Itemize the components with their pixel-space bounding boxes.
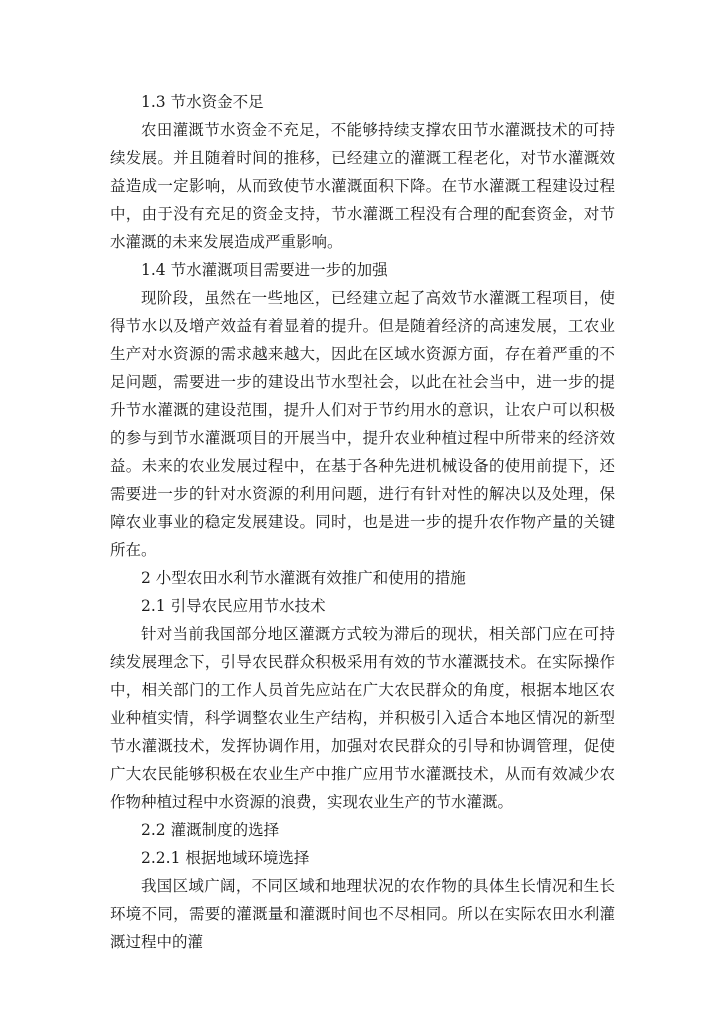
- section-heading-2-1: 2.1 引导农民应用节水技术: [141, 597, 326, 615]
- section-heading-2-2-1: 2.2.1 根据地域环境选择: [141, 849, 310, 867]
- document-body: [110, 88, 615, 956]
- section-heading-1-3: 1.3 节水资金不足: [141, 93, 264, 111]
- section-heading-1-4: 1.4 节水灌溉项目需要进一步的加强: [141, 261, 388, 279]
- section-paragraph-1-4: 现阶段，虽然在一些地区，已经建立起了高效节水灌溉工程项目，使得节水以及增产效益有着显着的提升。但是随着经济的高速发展，工农业生产对水资源的需求越来越大，因此在区域水资源方面，存在着严重的不足问题，需要进一步的建设出节水型社会，以此在社会当中，进一步的提升节水灌溉的建设范围，提升人们对于节约用水的意识，让农户可以积极的参与到节水灌溉项目的开展当中，提升农业种植过程中所带来的经济效益。未来的农业发展过程中，在基于各种先进机械设备的使用前提下，还需要进一步的针对水资源的利用问题，进行有针对性的解决以及处理，保障农业事业的稳定发展建设。同时，也是进一步的提升农作物产量的关键所在。: [110, 289, 615, 559]
- section-paragraph-1-3: 农田灌溉节水资金不充足，不能够持续支撑农田节水灌溉技术的可持续发展。并且随着时间的推移，已经建立的灌溉工程老化，对节水灌溉效益造成一定影响，从而致使节水灌溉面积下降。在节水灌溉工程建设过程中，由于没有充足的资金支持，节水灌溉工程没有合理的配套资金，对节水灌溉的未来发展造成严重影响。: [110, 121, 615, 251]
- section-heading-2: 2 小型农田水利节水灌溉有效推广和使用的措施: [141, 569, 466, 587]
- section-heading-2-2: 2.2 灌溉制度的选择: [141, 821, 280, 839]
- section-paragraph-2-2-1: 我国区域广阔，不同区域和地理状况的农作物的具体生长情况和生长环境不同，需要的灌溉量和灌溉时间也不尽相同。所以在实际农田水利灌溉过程中的灌: [110, 877, 615, 951]
- section-paragraph-2-1: 针对当前我国部分地区灌溉方式较为滞后的现状，相关部门应在可持续发展理念下，引导农民群众积极采用有效的节水灌溉技术。在实际操作中，相关部门的工作人员首先应站在广大农民群众的角度，根据本地区农业种植实情，科学调整农业生产结构，并积极引入适合本地区情况的新型节水灌溉技术，发挥协调作用，加强对农民群众的引导和协调管理，促使广大农民能够积极在农业生产中推广应用节水灌溉技术，从而有效减少农作物种植过程中水资源的浪费，实现农业生产的节水灌溉。: [110, 625, 615, 811]
